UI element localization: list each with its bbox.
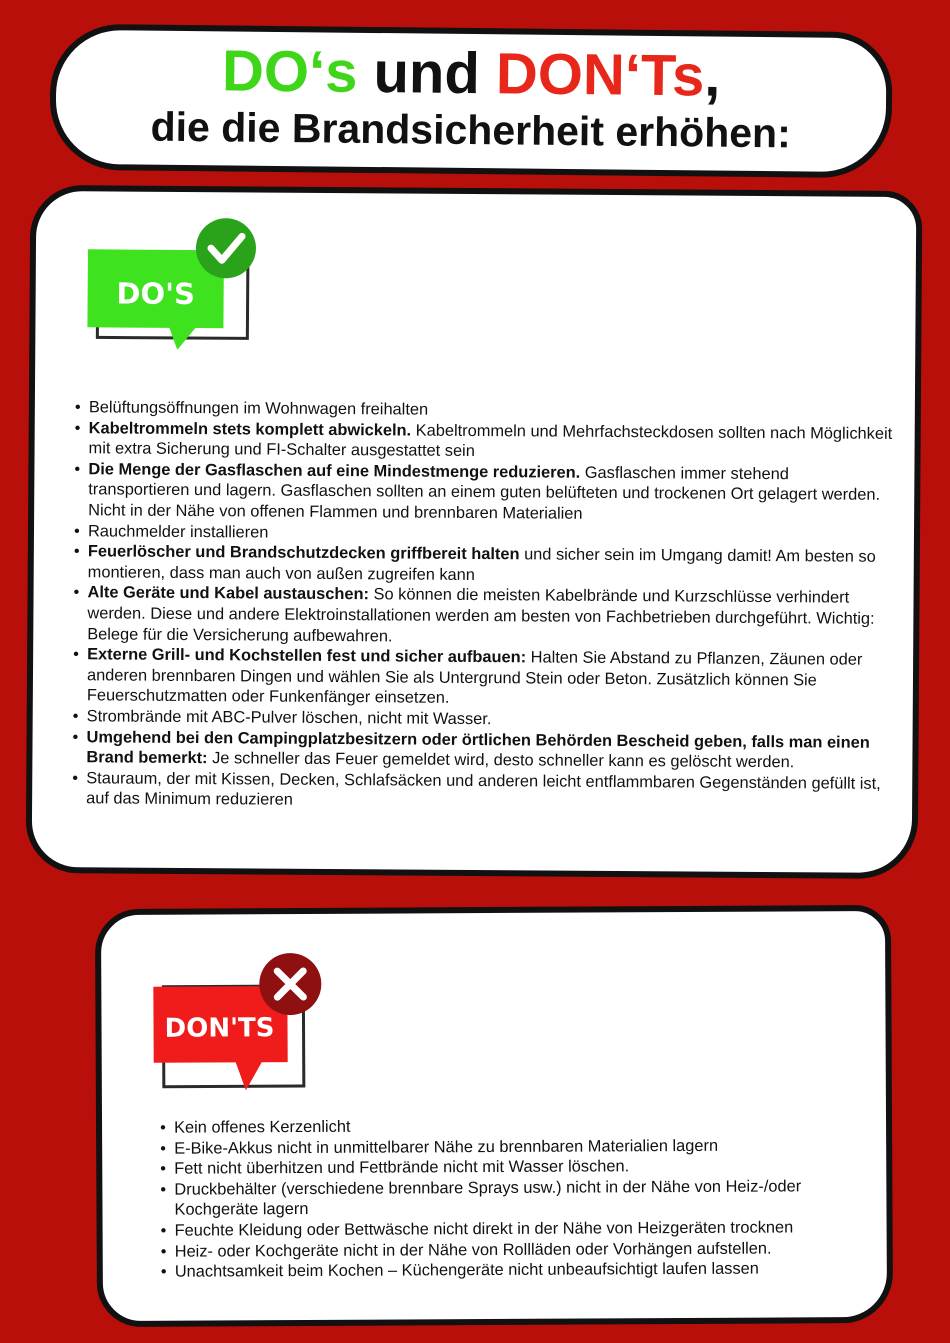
- donts-panel: [95, 905, 893, 1327]
- dos-badge: [83, 213, 264, 354]
- list-item: • Alte Geräte und Kabel austauschen: So können die meisten Kabelbrände und Kurzschlüsse verhindert werden. Diese und andere Elektroinstallationen werden am besten von Fachbetrieben durchgeführt. Wichtig: Belege für die Versicherung aufbewahren.: [73, 583, 893, 651]
- list-item: • Strombrände mit ABC-Pulver löschen, nicht mit Wasser.: [73, 706, 893, 732]
- list-item: • Feuchte Kleidung oder Bettwäsche nicht direkt in der Nähe von Heizgeräten trocknen: [161, 1217, 861, 1241]
- donts-badge-label: DON'TS: [164, 1013, 275, 1044]
- list-item: • Heiz- oder Kochgeräte nicht in der Nähe von Rollläden oder Vorhängen aufstellen.: [161, 1238, 861, 1262]
- donts-list: [160, 1114, 861, 1282]
- list-item: • Feuerlöscher und Brandschutzdecken griffbereit halten und sicher sein im Umgang damit! Am besten so montieren, dass man auch von außen zugreifen kann: [74, 541, 894, 588]
- dos-list: [72, 397, 895, 815]
- page-subtitle: die die Brandsicherheit erhöhen:: [150, 103, 792, 157]
- checkmark-circle: [196, 218, 256, 278]
- title-dos: DO‘s: [221, 38, 358, 105]
- list-item: • Belüftungsöffnungen im Wohnwagen freihalten: [75, 397, 895, 423]
- list-item: • Externe Grill- und Kochstellen fest und sicher aufbauen: Halten Sie Abstand zu Pflanzen, Zäunen oder anderen brennbaren Dingen und wählen Sie als Untergrund Stein oder Beton. Zusätzlich können Sie Feuerschutzmatten oder Funkenfänger einsetzen.: [73, 644, 893, 712]
- list-item: • Rauchmelder installieren: [74, 521, 894, 547]
- list-item: • Umgehend bei den Campingplatzbesitzern oder örtlichen Behörden Bescheid geben, falls man einen Brand bemerkt: Je schneller das Feuer gemeldet wird, desto schneller kann es gelöscht werden.: [72, 727, 892, 774]
- dos-badge-label: DO'S: [116, 276, 196, 312]
- list-item: • Fett nicht überhitzen und Fettbrände nicht mit Wasser löschen.: [160, 1155, 860, 1179]
- list-item: • Die Menge der Gasflaschen auf eine Mindestmenge reduzieren. Gasflaschen immer stehend transportieren und lagern. Gasflaschen sollten an einem guten belüfteten und trockenen Ort gelagert werden. Nicht in der Nähe von offenen Flammen und brennbaren Materialien: [74, 459, 894, 527]
- list-item: • Stauraum, der mit Kissen, Decken, Schlafsäcken und anderen leicht entflammbaren Gegenständen gefüllt ist, auf das Minimum reduzieren: [72, 768, 892, 815]
- title-comma: ,: [704, 43, 721, 109]
- dos-panel: [26, 185, 923, 879]
- list-item: • Kabeltrommeln stets komplett abwickeln. Kabeltrommeln und Mehrfachsteckdosen sollten nach Möglichkeit mit extra Sicherung und FI-Schalter ausgestattet sein: [74, 418, 894, 465]
- list-item: • Druckbehälter (verschiedene brennbare Sprays usw.) nicht in der Nähe von Heiz-/oder Kochgeräte lagern: [160, 1176, 860, 1221]
- donts-badge: [149, 952, 330, 1103]
- title-donts: DON‘Ts: [495, 41, 705, 109]
- page-title: [56, 38, 887, 111]
- list-item: • Kein offenes Kerzenlicht: [160, 1114, 860, 1138]
- header-panel: [49, 24, 892, 179]
- list-item: • E-Bike-Akkus nicht in unmittelbarer Nähe zu brennbaren Materialien lagern: [160, 1135, 860, 1159]
- list-item: • Unachtsamkeit beim Kochen – Küchengeräte nicht unbeaufsichtigt laufen lassen: [161, 1258, 861, 1282]
- title-und: und: [373, 39, 481, 107]
